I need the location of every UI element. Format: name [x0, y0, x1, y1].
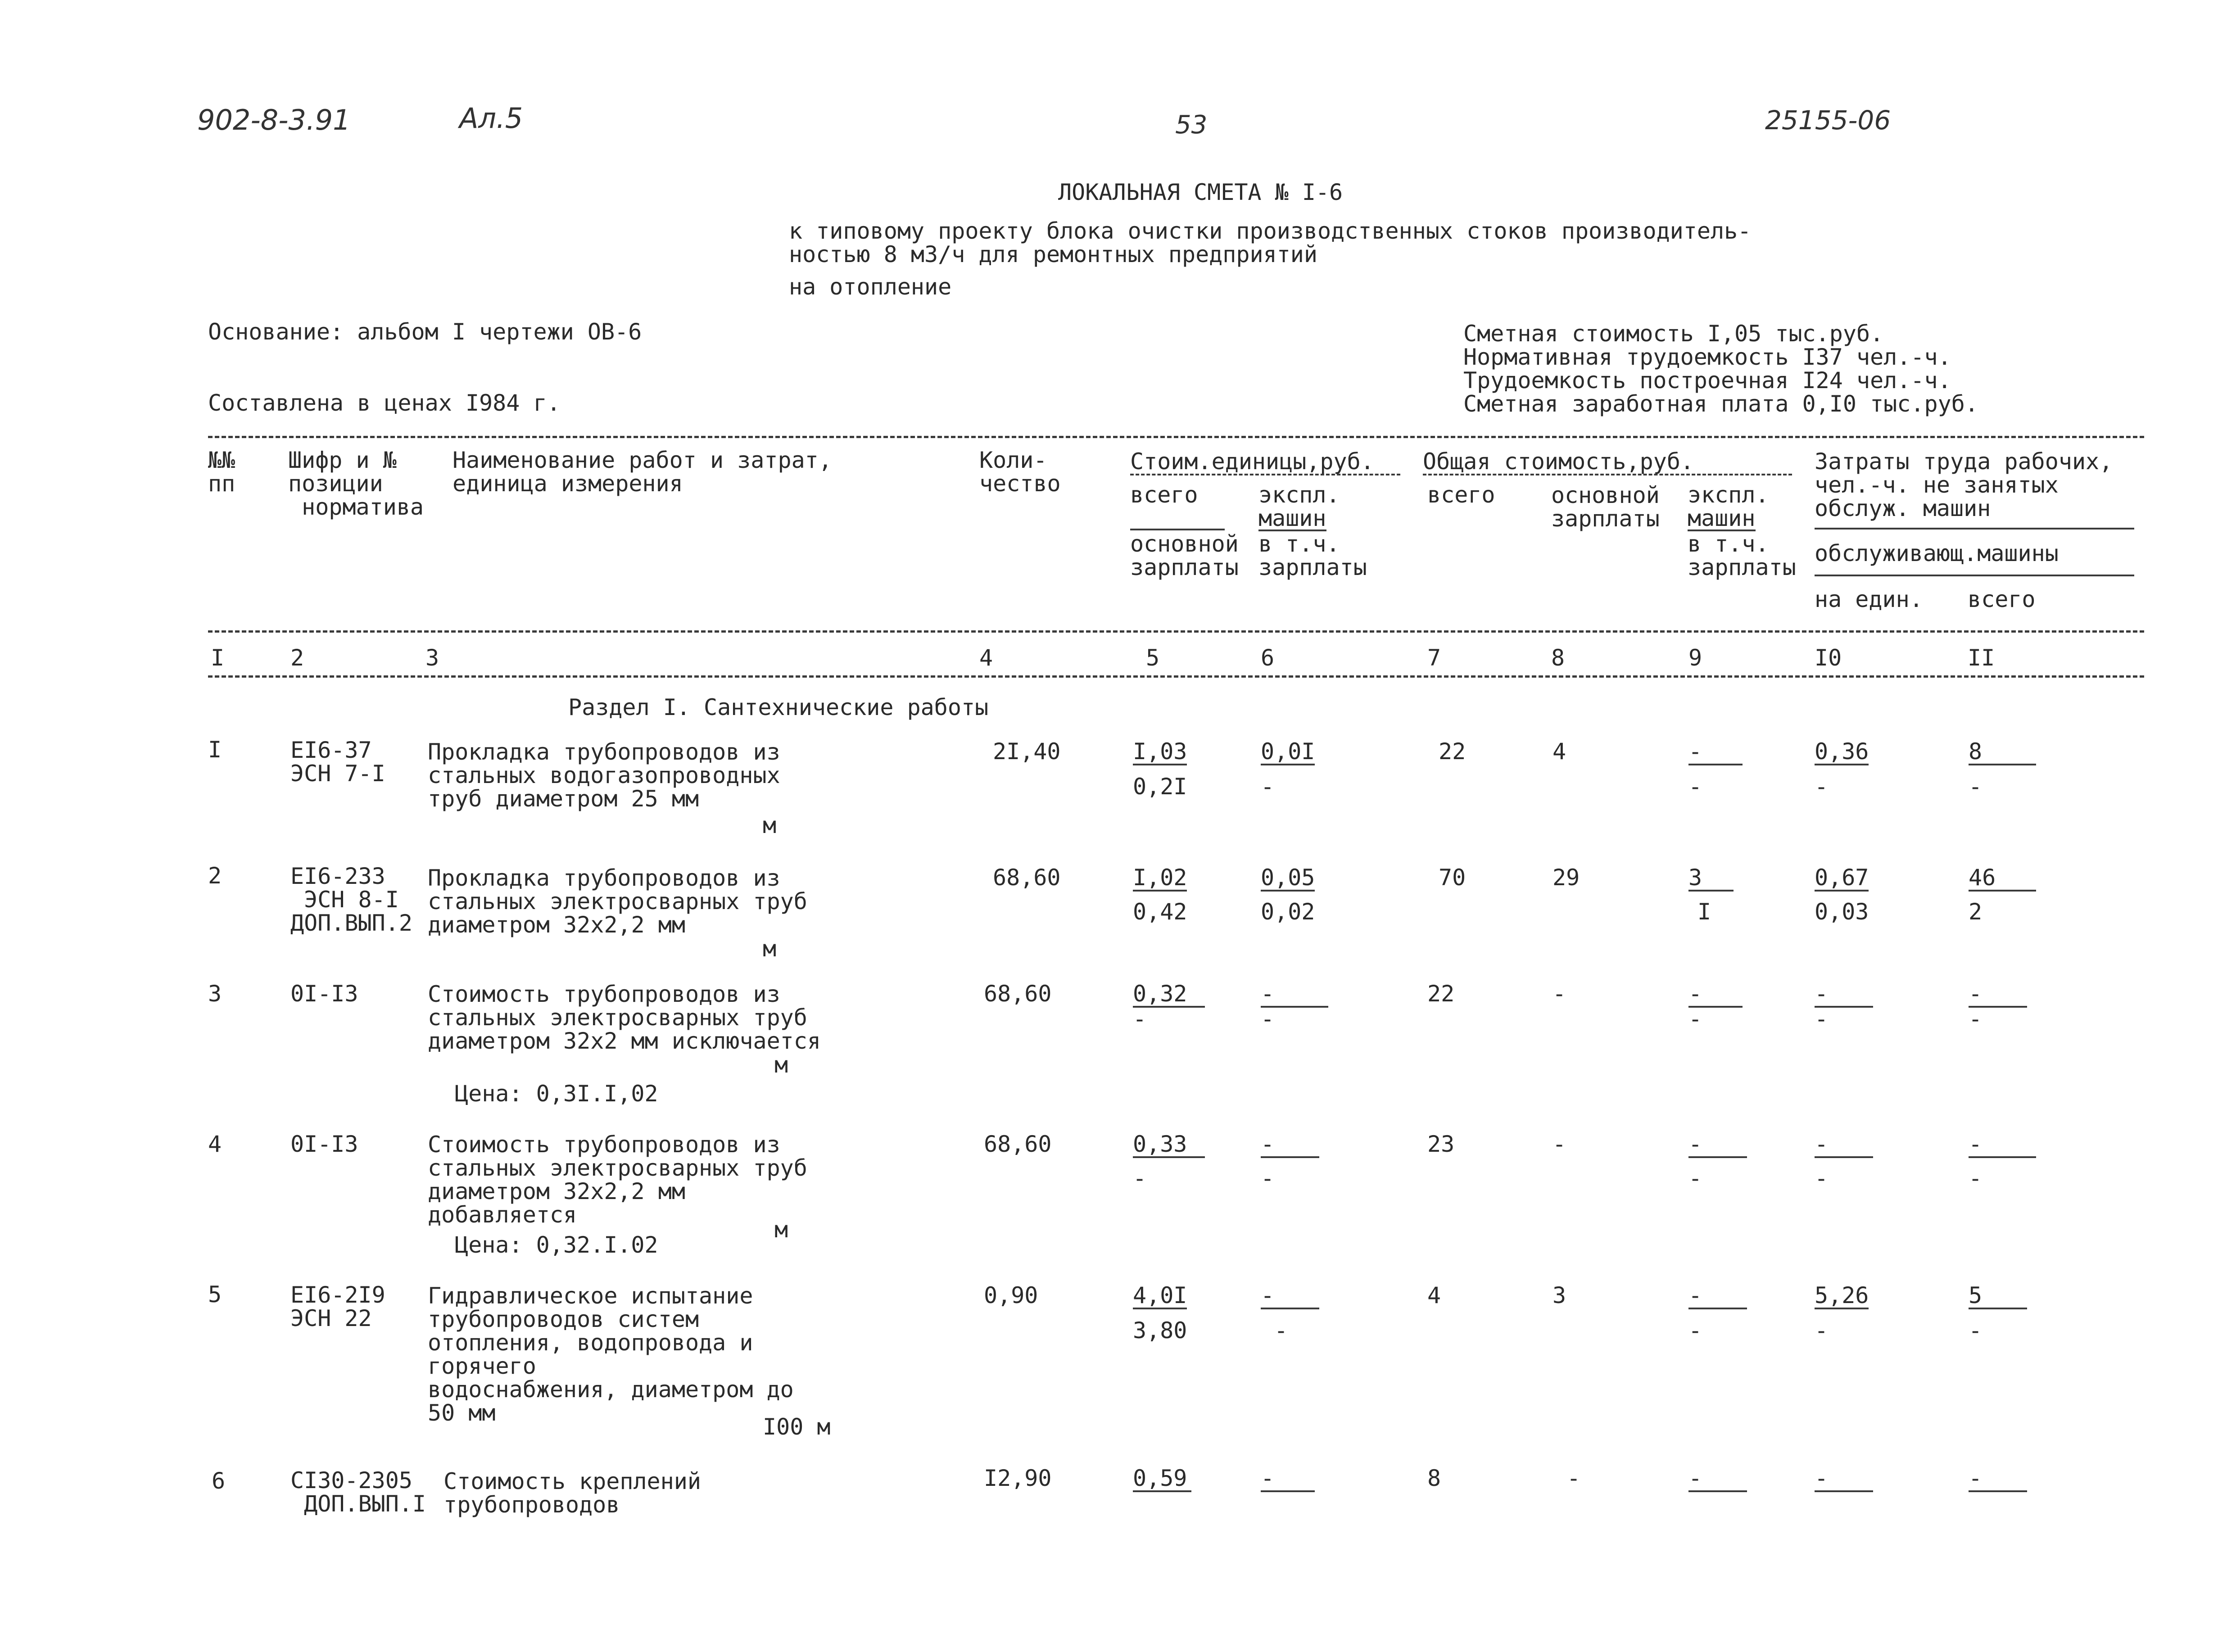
row-1-unit: м	[763, 812, 777, 838]
header-labor-sub-1: чел.-ч. не занятых	[1815, 472, 2059, 498]
row-5-labor-total: 5	[1969, 1284, 2027, 1309]
row-3-name: Стоимость трубопроводов из стальных электросварных труб диаметром 32х2 мм исключается	[428, 981, 821, 1054]
header-labor-sub-2: обслуж. машин	[1815, 495, 1991, 521]
row-4-unit-wages: -	[1133, 1165, 1147, 1191]
row-4-total-machines: -	[1688, 1133, 1747, 1158]
album-number: Ал.5	[459, 102, 523, 135]
row-5-total: 4	[1427, 1282, 1441, 1308]
row-3-unit-machines: -	[1261, 982, 1328, 1008]
price-level: Составлена в ценах I984 г.	[208, 390, 561, 416]
row-5-labor-per-unit-machines: -	[1815, 1317, 1829, 1344]
row-3-unit-wages: -	[1133, 1006, 1147, 1032]
row-1-total-machine-wages: -	[1688, 774, 1702, 800]
header-labor-machines: обслуживающ.машины	[1815, 540, 2059, 566]
header-unit-wages: основной зарплаты	[1130, 531, 1239, 580]
unit-cost-group-rule	[1130, 474, 1400, 475]
header-total: всего	[1427, 482, 1495, 508]
row-6-unit-machines: -	[1261, 1467, 1315, 1492]
row-2-total-machines: 3	[1688, 866, 1734, 892]
row-1-labor-total: 8	[1969, 740, 2036, 765]
row-1-total: 22	[1439, 738, 1466, 765]
section-title: Раздел I. Сантехнические работы	[568, 694, 989, 720]
row-3-labor-total: -	[1969, 982, 2027, 1008]
row-1-unit-total: I,03	[1133, 738, 1187, 765]
row-6-quantity: I2,90	[984, 1465, 1052, 1491]
header-unit-machines-underlined: машин	[1258, 505, 1326, 531]
row-2-labor-total-machines: 2	[1969, 899, 1983, 925]
row-2-labor-total: 46	[1969, 866, 2036, 892]
column-number-11: II	[1968, 645, 1995, 671]
column-number-7: 7	[1427, 645, 1441, 671]
row-3-total-wages: -	[1553, 981, 1566, 1007]
header-total-machines-label-2	[1688, 507, 1756, 531]
row-5-total-machine-wages: -	[1688, 1317, 1702, 1344]
header-row-number: №№ пп	[208, 447, 235, 497]
row-1-total-machines: -	[1688, 740, 1743, 765]
row-2-total-machine-wages: I	[1697, 899, 1711, 925]
row-3-unit-machine-wages: -	[1261, 1006, 1275, 1032]
row-5-unit: I00 м	[763, 1414, 831, 1440]
header-name: Наименование работ и затрат, единица измерения	[453, 447, 832, 497]
row-1-unit-machine-wages: -	[1261, 774, 1275, 800]
document-subtitle-line-3: на отопление	[789, 274, 952, 300]
row-2-number: 2	[208, 863, 222, 889]
row-6-labor-total: -	[1969, 1467, 2027, 1492]
row-4-labor-total: -	[1969, 1133, 2036, 1158]
header-total-wages: основной зарплаты	[1551, 482, 1660, 532]
row-5-labor-total-machines: -	[1969, 1317, 1983, 1344]
row-3-price: Цена: 0,3I.I,02	[455, 1081, 658, 1107]
row-3-unit-total: 0,32	[1133, 982, 1205, 1008]
header-total-machines-underlined: машин	[1688, 505, 1756, 531]
column-number-5: 5	[1146, 645, 1160, 671]
row-4-price: Цена: 0,32.I.02	[455, 1232, 658, 1258]
column-number-2: 2	[290, 645, 304, 671]
row-3-total-machine-wages: -	[1688, 1006, 1702, 1032]
row-2-name: Прокладка трубопроводов из стальных электросварных труб диаметром 32х2,2 мм	[428, 865, 807, 938]
row-1-unit-wages: 0,2I	[1133, 774, 1187, 800]
row-6-total-machines: -	[1688, 1467, 1747, 1492]
row-4-total: 23	[1427, 1131, 1455, 1157]
row-5-code: ЕI6-2I9 ЭСН 22	[290, 1282, 385, 1331]
row-4-labor-per-unit-machines: -	[1815, 1165, 1829, 1191]
row-5-unit-machines: -	[1261, 1284, 1319, 1309]
column-numbers-rule	[208, 675, 2144, 678]
column-number-6: 6	[1261, 645, 1275, 671]
header-labor-group: Затраты труда рабочих,	[1815, 448, 2113, 475]
row-4-unit-machines: -	[1261, 1133, 1319, 1158]
project-code: 902-8-3.91	[197, 104, 351, 136]
row-3-total: 22	[1427, 981, 1455, 1007]
column-number-10: I0	[1815, 645, 1842, 671]
row-1-unit-machines: 0,0I	[1261, 738, 1315, 765]
header-top-rule	[208, 436, 2144, 438]
column-number-1: I	[211, 645, 225, 671]
labor-group-divider	[1815, 528, 2134, 530]
row-2-code: ЕI6-233 ЭСН 8-I ДОП.ВЫП.2	[290, 863, 412, 936]
header-unit-machines-label: экспл.	[1258, 482, 1340, 508]
row-4-name: Стоимость трубопроводов из стальных электросварных труб диаметром 32х2,2 мм добавляется	[428, 1132, 807, 1228]
row-4-unit-machine-wages: -	[1261, 1165, 1275, 1191]
row-6-unit-total: 0,59	[1133, 1467, 1191, 1492]
document-subtitle-line-1: к типовому проекту блока очистки производственных стоков производитель-	[789, 218, 1752, 244]
column-number-8: 8	[1551, 645, 1565, 671]
document-number: 25155-06	[1765, 105, 1891, 136]
row-5-total-machines: -	[1688, 1284, 1747, 1309]
row-4-number: 4	[208, 1131, 222, 1157]
header-unit-cost-group: Стоим.единицы,руб.	[1130, 448, 1374, 475]
row-2-unit-machine-wages: 0,02	[1261, 899, 1315, 925]
row-4-code: 0I-I3	[290, 1131, 358, 1157]
row-3-number: 3	[208, 981, 222, 1007]
row-2-unit-machines: 0,05	[1261, 864, 1315, 891]
row-2-total: 70	[1439, 864, 1466, 891]
total-cost-group-rule	[1423, 474, 1792, 475]
row-2-quantity: 68,60	[993, 864, 1061, 891]
row-6-name: Стоимость креплений трубопроводов	[444, 1468, 701, 1518]
header-unit-total: всего	[1130, 482, 1198, 508]
row-6-total: 8	[1427, 1465, 1441, 1491]
row-5-name: Гидравлическое испытание трубопроводов систем отопления, водопровода и горячего водоснабжения, диаметром до 50 мм	[428, 1283, 794, 1426]
row-4-quantity: 68,60	[984, 1131, 1052, 1157]
row-2-total-wages: 29	[1553, 864, 1580, 891]
row-2-labor-per-unit: 0,67	[1815, 864, 1869, 891]
row-4-labor-total-machines: -	[1969, 1165, 1983, 1191]
column-number-4: 4	[979, 645, 993, 671]
column-number-9: 9	[1688, 645, 1702, 671]
header-total-machines-label: экспл.	[1688, 482, 1769, 508]
row-5-quantity: 0,90	[984, 1282, 1038, 1308]
row-5-unit-wages: 3,80	[1133, 1317, 1187, 1344]
header-bottom-rule	[208, 630, 2144, 633]
row-2-unit: м	[763, 936, 777, 962]
header-total-machine-wages: в т.ч. зарплаты	[1688, 531, 1796, 580]
basis-drawings: Основание: альбом I чертежи ОВ-6	[208, 319, 642, 345]
row-6-number: 6	[212, 1468, 226, 1494]
header-per-unit: на един.	[1815, 586, 1923, 612]
row-3-labor-total-machines: -	[1969, 1006, 1983, 1032]
row-1-code: ЕI6-37 ЭСН 7-I	[290, 737, 385, 787]
row-5-number: 5	[208, 1281, 222, 1308]
row-6-total-wages: -	[1567, 1465, 1581, 1491]
row-2-labor-per-unit-machines: 0,03	[1815, 899, 1869, 925]
row-4-total-wages: -	[1553, 1131, 1566, 1157]
row-2-unit-total: I,02	[1133, 864, 1187, 891]
construction-labor: Трудоемкость построечная I24 чел.-ч.	[1463, 367, 1951, 394]
row-6-labor-per-unit: -	[1815, 1467, 1873, 1492]
row-3-total-machines: -	[1688, 982, 1743, 1008]
document-title: ЛОКАЛЬНАЯ СМЕТА № I-6	[1058, 179, 1343, 205]
unit-total-divider	[1130, 529, 1225, 530]
row-5-labor-per-unit: 5,26	[1815, 1282, 1869, 1308]
header-total-cost-group: Общая стоимость,руб.	[1423, 448, 1694, 475]
document-subtitle-line-2: ностью 8 м3/ч для ремонтных предприятий	[789, 241, 1317, 267]
estimated-wages: Сметная заработная плата 0,I0 тыс.руб.	[1463, 391, 1978, 417]
row-3-code: 0I-I3	[290, 981, 358, 1007]
row-1-name: Прокладка трубопроводов из стальных водогазопроводных труб диаметром 25 мм	[428, 739, 780, 812]
row-5-total-wages: 3	[1553, 1282, 1566, 1308]
row-1-labor-per-unit: 0,36	[1815, 738, 1869, 765]
header-quantity: Коли- чество	[979, 447, 1061, 497]
header-unit-machines-label-2	[1258, 507, 1326, 531]
row-3-labor-per-unit: -	[1815, 982, 1873, 1008]
row-4-unit-total: 0,33	[1133, 1133, 1205, 1158]
normative-labor: Нормативная трудоемкость I37 чел.-ч.	[1463, 344, 1951, 370]
row-1-total-wages: 4	[1553, 738, 1566, 765]
row-1-quantity: 2I,40	[993, 738, 1061, 765]
column-number-3: 3	[425, 645, 439, 671]
row-6-code: СI30-2305 ДОП.ВЫП.I	[290, 1467, 426, 1517]
row-3-unit: м	[774, 1052, 788, 1078]
row-1-labor-per-unit-machines: -	[1815, 774, 1829, 800]
row-4-total-machine-wages: -	[1688, 1165, 1702, 1191]
row-4-unit: м	[774, 1217, 788, 1243]
row-1-labor-total-machines: -	[1969, 774, 1983, 800]
row-2-unit-wages: 0,42	[1133, 899, 1187, 925]
header-unit-machine-wages: в т.ч. зарплаты	[1258, 531, 1367, 580]
row-5-unit-machine-wages: -	[1274, 1317, 1288, 1344]
page-number: 53	[1175, 110, 1208, 140]
row-3-labor-per-unit-machines: -	[1815, 1006, 1829, 1032]
labor-machines-divider	[1815, 575, 2134, 576]
row-3-quantity: 68,60	[984, 981, 1052, 1007]
header-all: всего	[1968, 586, 2036, 612]
header-code: Шифр и № позиции нормативa	[288, 447, 424, 520]
row-4-labor-per-unit: -	[1815, 1133, 1873, 1158]
row-5-unit-total: 4,0I	[1133, 1282, 1187, 1308]
estimated-cost: Сметная стоимость I,05 тыс.руб.	[1463, 321, 1884, 347]
row-1-number: I	[208, 737, 222, 763]
